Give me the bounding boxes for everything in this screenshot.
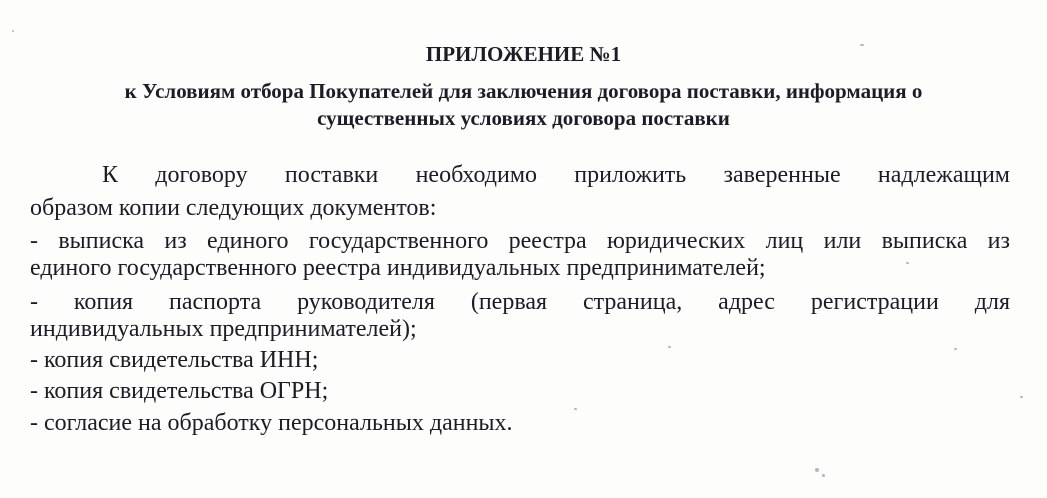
scan-speck: [574, 408, 577, 410]
list-item-passport-copy-continued: индивидуальных предпринимателей);: [30, 316, 417, 342]
scan-speck: [860, 44, 864, 46]
body-line-intro: К договору поставки необходимо приложить заверенные надлежащим: [102, 162, 1010, 188]
list-item-passport-copy: - копия паспорта руководителя (первая страница, адрес регистрации для: [30, 289, 1010, 315]
list-item-inn-certificate: - копия свидетельства ИНН;: [30, 347, 319, 373]
list-item-ogrn-certificate: - копия свидетельства ОГРН;: [30, 378, 329, 404]
scan-speck: [822, 474, 825, 477]
list-item-registry-extract: - выписка из единого государственного реестра юридических лиц или выписка из: [30, 228, 1010, 254]
body-line-intro-continued: образом копии следующих документов:: [30, 195, 437, 221]
scan-speck: [1020, 396, 1023, 398]
list-item-registry-extract-continued: единого государственного реестра индивидуальных предпринимателей;: [30, 255, 766, 281]
document-subtitle-line-2: существенных условиях договора поставки: [317, 106, 730, 130]
scan-speck: [12, 30, 14, 32]
scan-speck: [954, 348, 957, 350]
scan-speck: [906, 262, 909, 264]
scan-speck: [668, 346, 671, 348]
list-item-personal-data-consent: - согласие на обработку персональных данных.: [30, 410, 513, 436]
scan-speck: [815, 468, 819, 472]
document-title: ПРИЛОЖЕНИЕ №1: [425, 42, 622, 66]
document-subtitle-line-1: к Условиям отбора Покупателей для заключения договора поставки, информация о: [124, 79, 923, 103]
